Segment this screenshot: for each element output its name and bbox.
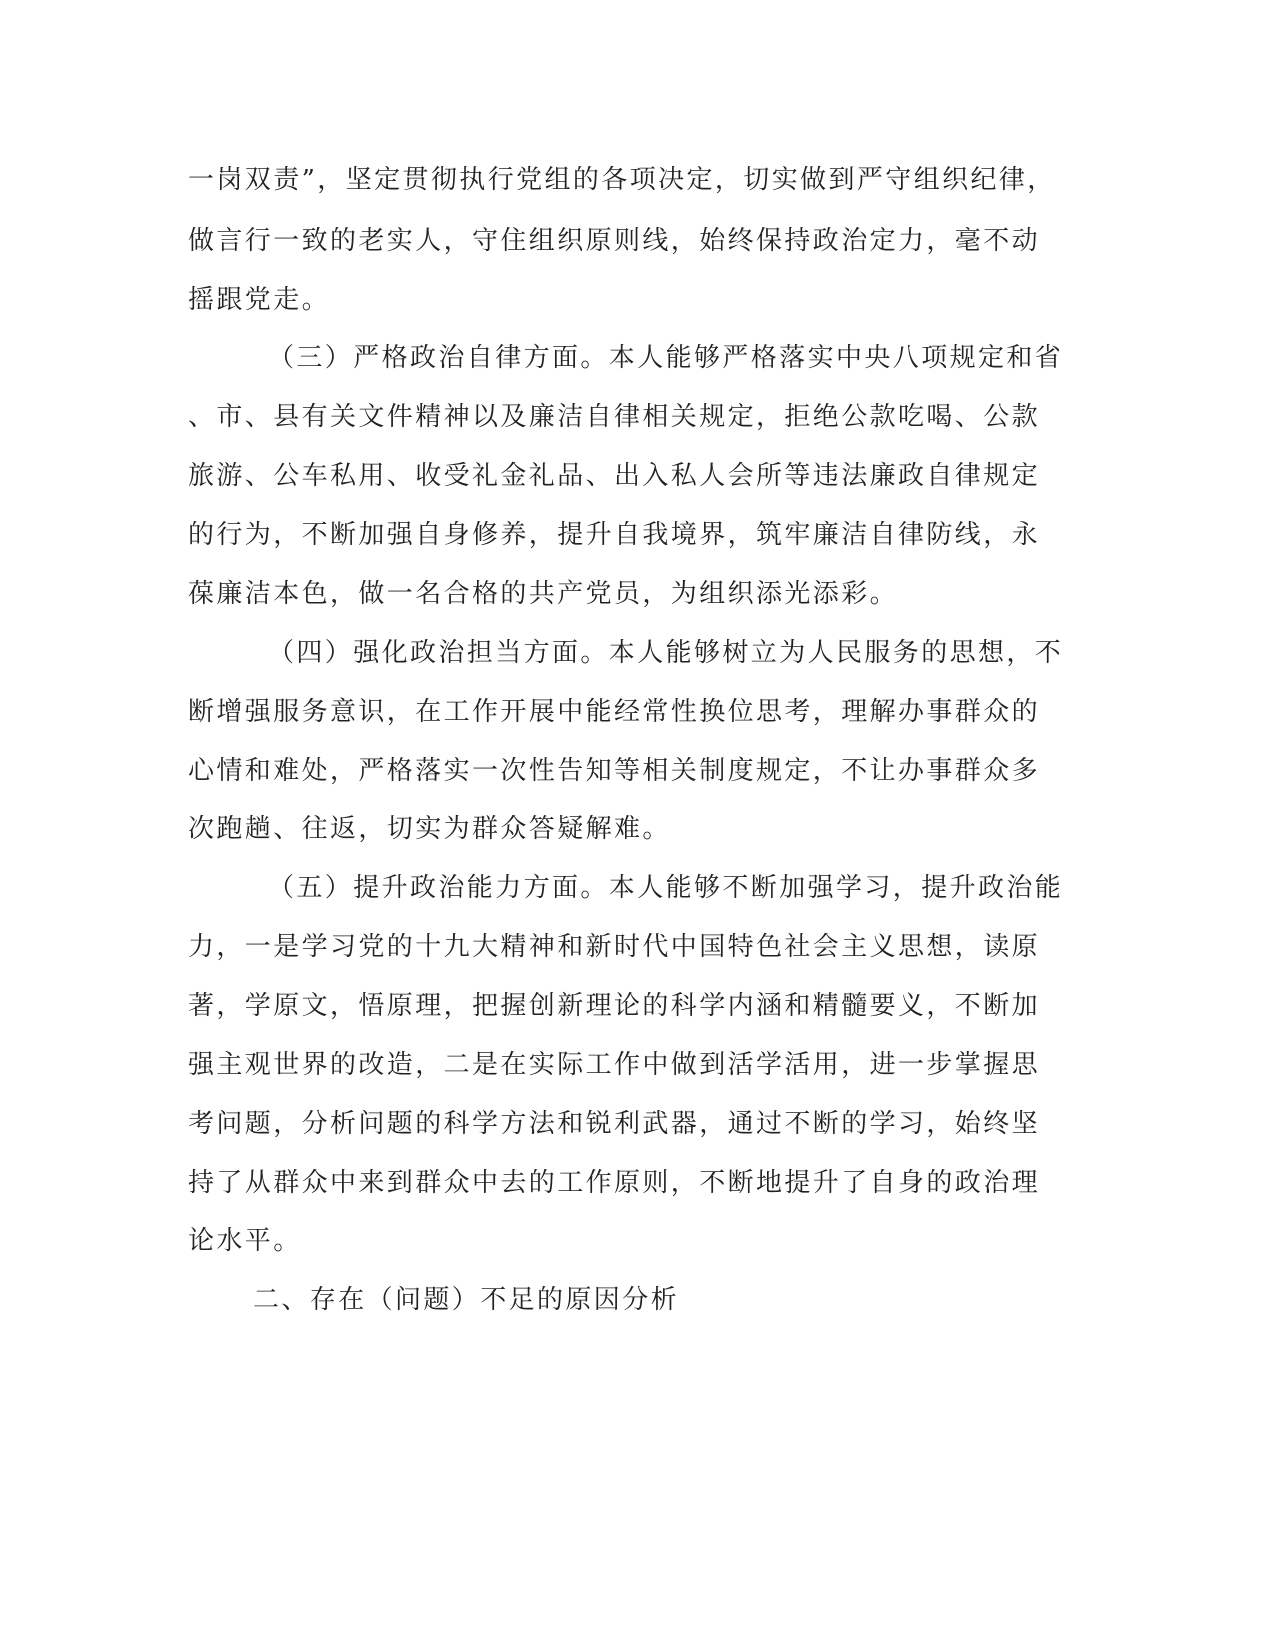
text-line: 旅游、公车私用、收受礼金礼品、出入私人会所等违法廉政自律规定 (188, 461, 1041, 491)
text-line: 次跑趟、往返，切实为群众答疑解难。 (188, 814, 671, 844)
text-line: 考问题，分析问题的科学方法和锐利武器，通过不断的学习，始终坚 (188, 1109, 1041, 1139)
text-line: 力，一是学习党的十九大精神和新时代中国特色社会主义思想，读原 (188, 932, 1041, 962)
text-line: 强主观世界的改造，二是在实际工作中做到活学活用，进一步掌握思 (188, 1050, 1041, 1080)
text-line: 持了从群众中来到群众中去的工作原则，不断地提升了自身的政治理 (188, 1168, 1041, 1198)
text-line: 葆廉洁本色，做一名合格的共产党员，为组织添光添彩。 (188, 579, 899, 609)
paragraph-heading-3: （三）严格政治自律方面。本人能够严格落实中央八项规定和省 (268, 343, 1064, 373)
text-line: 摇跟党走。 (188, 285, 331, 315)
text-line: 做言行一致的老实人，守住组织原则线，始终保持政治定力，毫不动 (188, 226, 1041, 256)
paragraph-heading-4: （四）强化政治担当方面。本人能够树立为人民服务的思想，不 (268, 638, 1064, 668)
paragraph-heading-5: （五）提升政治能力方面。本人能够不断加强学习，提升政治能 (268, 873, 1064, 903)
text-line: 论水平。 (188, 1226, 302, 1256)
text-line: 心情和难处，严格落实一次性告知等相关制度规定，不让办事群众多 (188, 756, 1041, 786)
text-line: 的行为，不断加强自身修养，提升自我境界，筑牢廉洁自律防线，永 (188, 520, 1041, 550)
text-line: 、市、县有关文件精神以及廉洁自律相关规定，拒绝公款吃喝、公款 (188, 402, 1041, 432)
text-line: 著，学原文，悟原理，把握创新理论的科学内涵和精髓要义，不断加 (188, 991, 1041, 1021)
text-line: 一岗双责”，坚定贯彻执行党组的各项决定，切实做到严守组织纪律， (188, 165, 1056, 195)
section-heading: 二、存在（问题）不足的原因分析 (253, 1285, 680, 1315)
text-line: 断增强服务意识，在工作开展中能经常性换位思考，理解办事群众的 (188, 697, 1041, 727)
